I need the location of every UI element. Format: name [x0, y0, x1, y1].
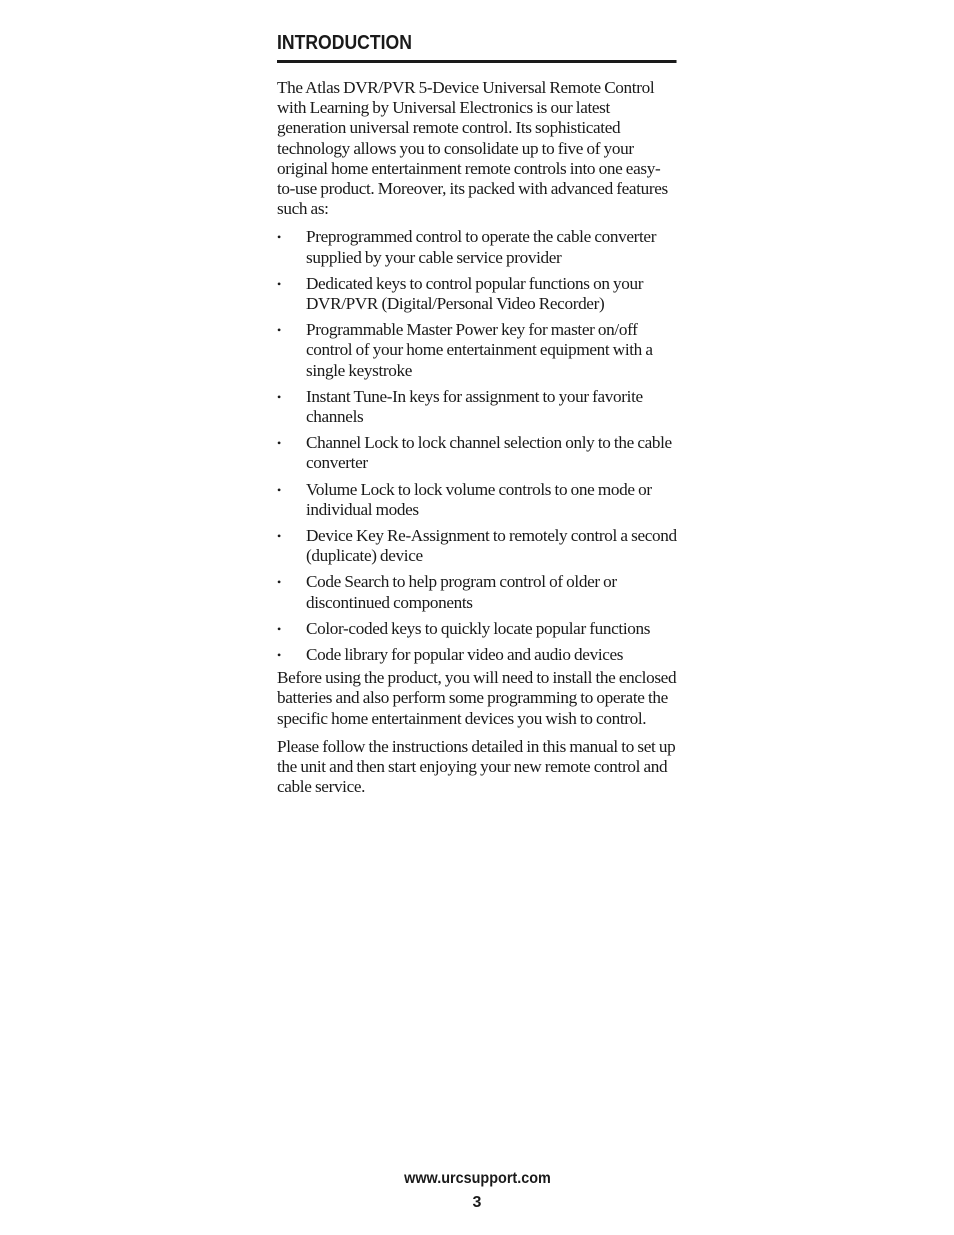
bullet-icon: • — [277, 230, 281, 245]
feature-text: Volume Lock to lock volume controls to one mode or individual modes — [306, 479, 652, 519]
feature-text: Color-coded keys to quickly locate popular functions — [306, 618, 651, 638]
bullet-icon: • — [277, 529, 281, 544]
footer-url — [0, 1167, 954, 1191]
feature-item — [277, 320, 677, 381]
bullet-icon: • — [277, 575, 281, 590]
bullet-icon: • — [277, 276, 281, 291]
batteries-paragraph: Before using the product, you will need to install the enclosed batteries and also perform some programming to operate the specific home entertainment devices you wish to control. — [277, 668, 677, 728]
feature-item — [277, 274, 677, 314]
bullet-icon: • — [277, 323, 281, 338]
feature-list — [277, 227, 677, 665]
bullet-icon: • — [277, 648, 281, 663]
feature-item — [277, 619, 677, 639]
feature-text: Instant Tune-In keys for assignment to your favorite channels — [306, 386, 643, 427]
feature-item — [277, 645, 677, 665]
feature-text: Dedicated keys to control popular functions on your DVR/PVR (Digital/Personal Video Recorder) — [306, 273, 644, 314]
feature-item — [277, 480, 677, 520]
support-url-link: www.urcsupport.com — [403, 1170, 551, 1187]
bullet-icon: • — [277, 621, 281, 636]
feature-item — [277, 387, 677, 427]
feature-text: Device Key Re-Assignment to remotely control a second (duplicate) device — [306, 526, 677, 566]
bullet-icon: • — [277, 482, 281, 497]
page-number: 3 — [472, 1194, 482, 1211]
feature-text: Channel Lock to lock channel selection only to the cable converter — [306, 433, 672, 473]
feature-item — [277, 227, 677, 267]
feature-text: Code library for popular video and audio devices — [306, 645, 624, 665]
page-content — [277, 30, 677, 798]
intro-paragraph: The Atlas DVR/PVR 5-Device Universal Remote Control with Learning by Universal Electronics is our latest generation universal remote control. Its sophisticated technology allows you to consolidate up to five of your original home entertainment remote controls into one easy-to-use product. Moreover, its packed with advanced features such as: — [277, 78, 668, 219]
bullet-icon: • — [277, 389, 281, 404]
feature-item — [277, 433, 677, 473]
feature-text: Programmable Master Power key for master on/off control of your home entertainment equipment with a single keystroke — [306, 320, 653, 380]
bullet-icon: • — [277, 436, 281, 451]
feature-item — [277, 572, 677, 612]
feature-text: Code Search to help program control of older or discontinued components — [306, 572, 617, 612]
instructions-paragraph: Please follow the instructions detailed in this manual to set up the unit and then start enjoying your new remote control and cable service. — [277, 736, 676, 797]
section-heading: INTRODUCTION — [277, 30, 677, 63]
feature-text: Preprogrammed control to operate the cable converter supplied by your cable service provider — [306, 227, 657, 267]
feature-item — [277, 526, 677, 566]
